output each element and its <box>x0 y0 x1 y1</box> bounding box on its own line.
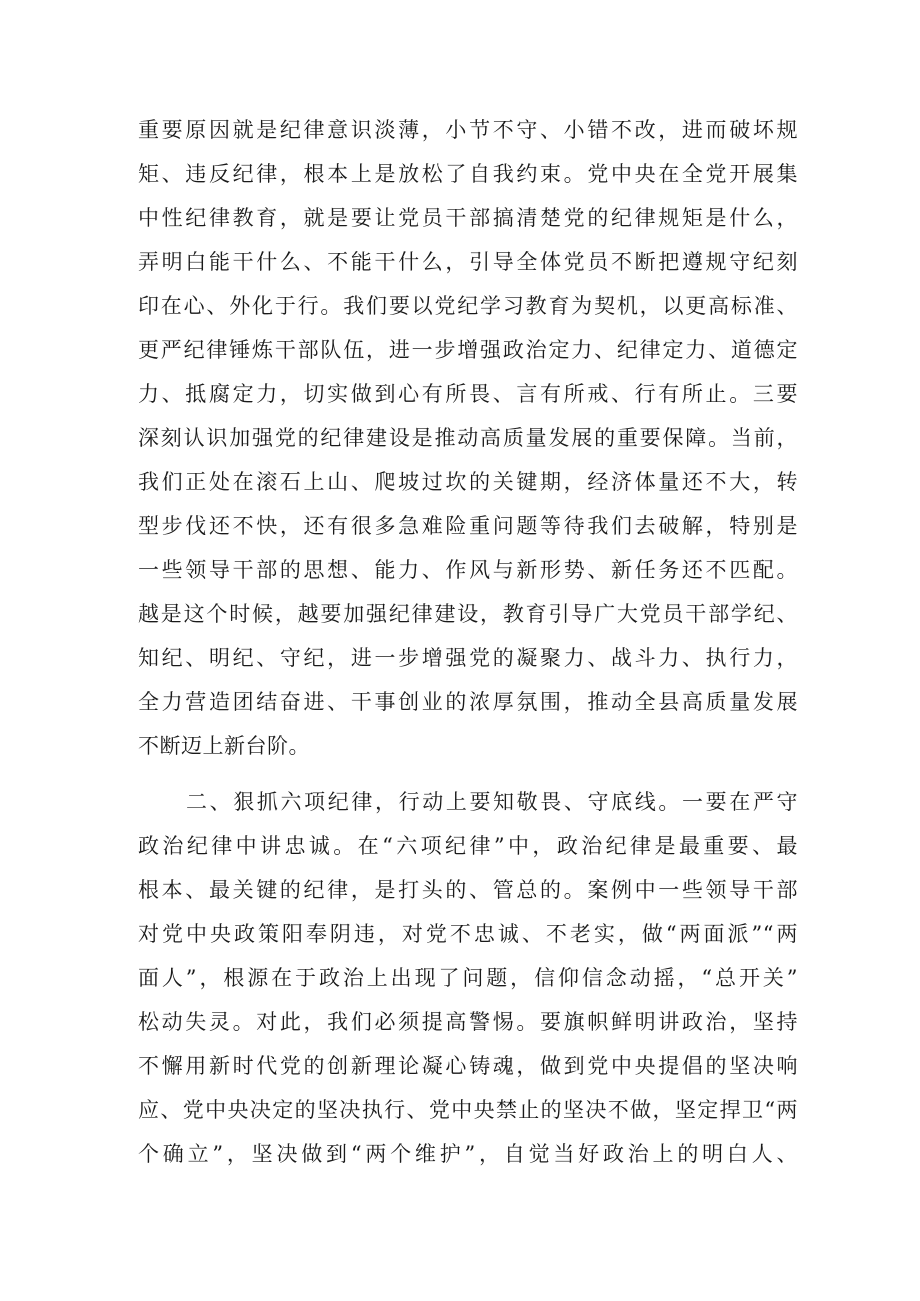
text-line: 型步伐还不快，还有很多急难险重问题等待我们去破解，特别是 <box>138 514 798 538</box>
text-line: 我们正处在滚石上山、爬坡过坎的关键期，经济体量还不大，转 <box>138 470 798 494</box>
text-line: 全力营造团结奋进、干事创业的浓厚氛围，推动全县高质量发展 <box>138 690 798 714</box>
text-line: 力、抵腐定力，切实做到心有所畏、言有所戒、行有所止。三要 <box>138 382 798 406</box>
text-line: 更严纪律锤炼干部队伍，进一步增强政治定力、纪律定力、道德定 <box>138 338 798 362</box>
text-line: 根本、最关键的纪律，是打头的、管总的。案例中一些领导干部 <box>138 878 798 902</box>
text-line: 面人”，根源在于政治上出现了问题，信仰信念动摇，“总开关” <box>138 966 798 990</box>
text-line: 中性纪律教育，就是要让党员干部搞清楚党的纪律规矩是什么， <box>138 206 798 230</box>
text-line: 二、狠抓六项纪律，行动上要知敬畏、守底线。一要在严守 <box>186 790 798 814</box>
text-line: 政治纪律中讲忠诚。在“六项纪律”中，政治纪律是最重要、最 <box>138 834 798 858</box>
text-line: 印在心、外化于行。我们要以党纪学习教育为契机，以更高标准、 <box>138 294 798 318</box>
text-line: 深刻认识加强党的纪律建设是推动高质量发展的重要保障。当前， <box>138 426 798 450</box>
text-line: 对党中央政策阳奉阴违，对党不忠诚、不老实，做“两面派”“两 <box>138 922 798 946</box>
text-line: 不断迈上新台阶。 <box>138 734 310 758</box>
text-line: 弄明白能干什么、不能干什么，引导全体党员不断把遵规守纪刻 <box>138 250 798 274</box>
text-line: 不懈用新时代党的创新理论凝心铸魂，做到党中央提倡的坚决响 <box>138 1054 798 1078</box>
text-line: 个确立”，坚决做到“两个维护”，自觉当好政治上的明白人、 <box>138 1142 798 1166</box>
text-line: 松动失灵。对此，我们必须提高警惕。要旗帜鲜明讲政治，坚持 <box>138 1010 798 1034</box>
text-line: 知纪、明纪、守纪，进一步增强党的凝聚力、战斗力、执行力， <box>138 646 798 670</box>
paragraph-spacer <box>138 768 798 780</box>
text-line: 矩、违反纪律，根本上是放松了自我约束。党中央在全党开展集 <box>138 162 798 186</box>
text-line: 应、党中央决定的坚决执行、党中央禁止的坚决不做，坚定捍卫“两 <box>138 1098 798 1122</box>
text-line: 越是这个时候，越要加强纪律建设，教育引导广大党员干部学纪、 <box>138 602 798 626</box>
document-body <box>138 108 798 1176</box>
text-line: 重要原因就是纪律意识淡薄，小节不守、小错不改，进而破坏规 <box>138 118 798 142</box>
text-line: 一些领导干部的思想、能力、作风与新形势、新任务还不匹配。 <box>138 558 798 582</box>
paragraph-1 <box>138 108 798 768</box>
paragraph-2 <box>138 780 798 1176</box>
